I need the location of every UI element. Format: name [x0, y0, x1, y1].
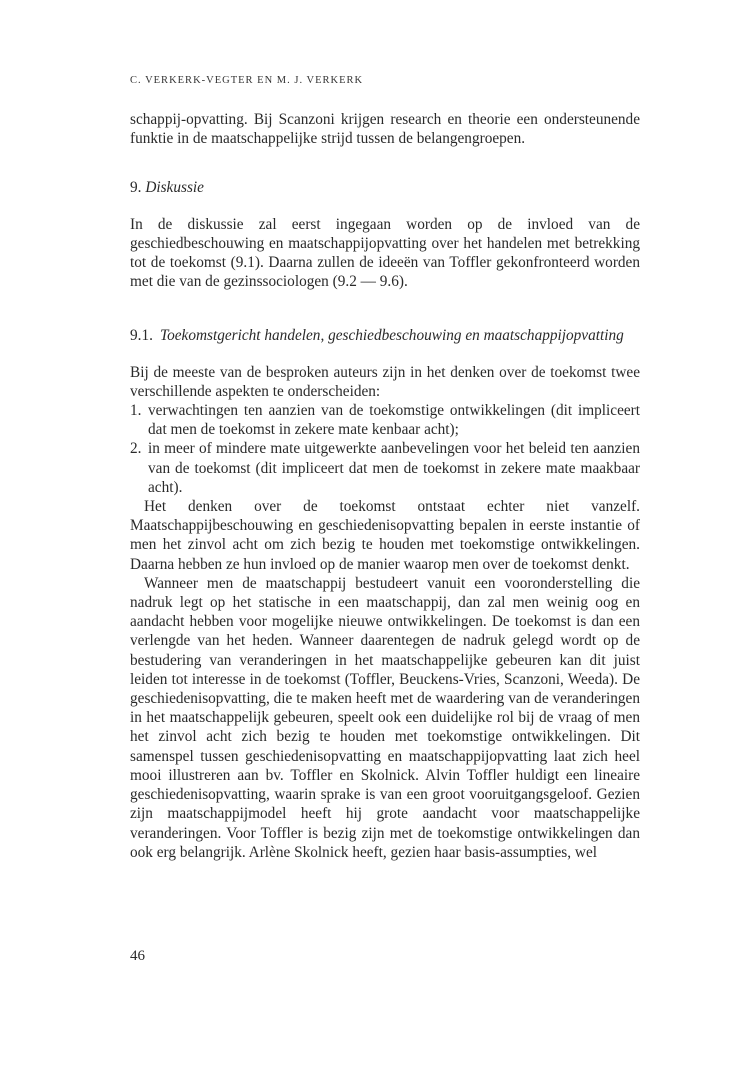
section-9-title: Diskussie	[145, 179, 204, 197]
section-9-1-title: Toekomstgericht handelen, geschiedbeschouwing en maatschappijopvatting	[160, 327, 624, 345]
list-item-number: 2.	[130, 440, 142, 458]
page-body	[130, 110, 640, 862]
page-number: 46	[130, 948, 145, 964]
section-9-heading	[130, 178, 640, 197]
list-item-text: verwachtingen ten aanzien van de toekomstige ontwikkelingen (dit impliceert dat men de toekomst in zekere mate kenbaar acht);	[148, 402, 640, 439]
section-9-1-number: 9.1.	[130, 327, 153, 345]
list-item	[130, 439, 640, 497]
section-9-1-intro: Bij de meeste van de besproken auteurs zijn in het denken over de toekomst twee verschillende aspekten te onderscheiden:	[130, 363, 640, 400]
section-9-1-paragraph-2: Het denken over de toekomst ontstaat echter niet vanzelf. Maatschappijbeschouwing en geschiedenisopvatting bepalen in eerste instantie of men het zinvol acht om zich bezig te houden met toekomstige ontwikkelingen. Daarna hebben ze hun invloed op de manier waarop men over de toekomst denkt.	[130, 498, 640, 573]
section-9-number: 9.	[130, 179, 142, 197]
running-header: C. VERKERK-VEGTER EN M. J. VERKERK	[130, 75, 364, 86]
section-9-1-heading	[130, 326, 640, 345]
aspects-list	[130, 401, 640, 497]
section-9-paragraph: In de diskussie zal eerst ingegaan worden op de invloed van de geschiedbeschouwing en maatschappijopvatting over het handelen met betrekking tot de toekomst (9.1). Daarna zullen de ideeën van Toffler gekonfronteerd worden met die van de gezinssociologen (9.2 — 9.6).	[130, 215, 640, 291]
section-9-1-paragraph-3: Wanneer men de maatschappij bestudeert vanuit een vooronderstelling die nadruk legt op het statische in een maatschappij, dan zal men weinig oog en aandacht hebben voor mogelijke nieuwe ontwikkelingen. De toekomst is dan een verlengde van het heden. Wanneer daarentegen de nadruk gelegd wordt op de bestudering van veranderingen in het maatschappelijke gebeuren kan dit juist leiden tot interesse in de toekomst (Toffler, Beuckens-Vries, Scanzoni, Weeda). De geschiedenisopvatting, die te maken heeft met de waardering van de veranderingen in het maatschappelijk gebeuren, speelt ook een duidelijke rol bij de vraag of men het zinvol acht zich bezig te houden met toekomstige ontwikkelingen. Dit samenspel tussen geschiedenisopvatting en maatschappijopvatting laat zich heel mooi illustreren aan bv. Toffler en Skolnick. Alvin Toffler huldigt een lineaire geschiedenisopvatting, waarin sprake is van een groot vooruitgangsgeloof. Gezien zijn maatschappijmodel heeft hij grote aandacht voor maatschappelijke veranderingen. Voor Toffler is bezig zijn met de toekomstige ontwikkelingen dan ook erg belangrijk. Arlène Skolnick heeft, gezien haar basis-assumpties, wel	[130, 574, 640, 861]
list-item-number: 1.	[130, 402, 142, 420]
list-item	[130, 401, 640, 439]
list-item-text: in meer of mindere mate uitgewerkte aanbevelingen voor het beleid ten aanzien van de toekomst (dit impliceert dat men de toekomst in zekere mate maakbaar acht).	[148, 440, 640, 496]
intro-paragraph: schappij-opvatting. Bij Scanzoni krijgen research en theorie een ondersteunende funktie in de maatschappelijke strijd tussen de belangengroepen.	[130, 111, 640, 148]
